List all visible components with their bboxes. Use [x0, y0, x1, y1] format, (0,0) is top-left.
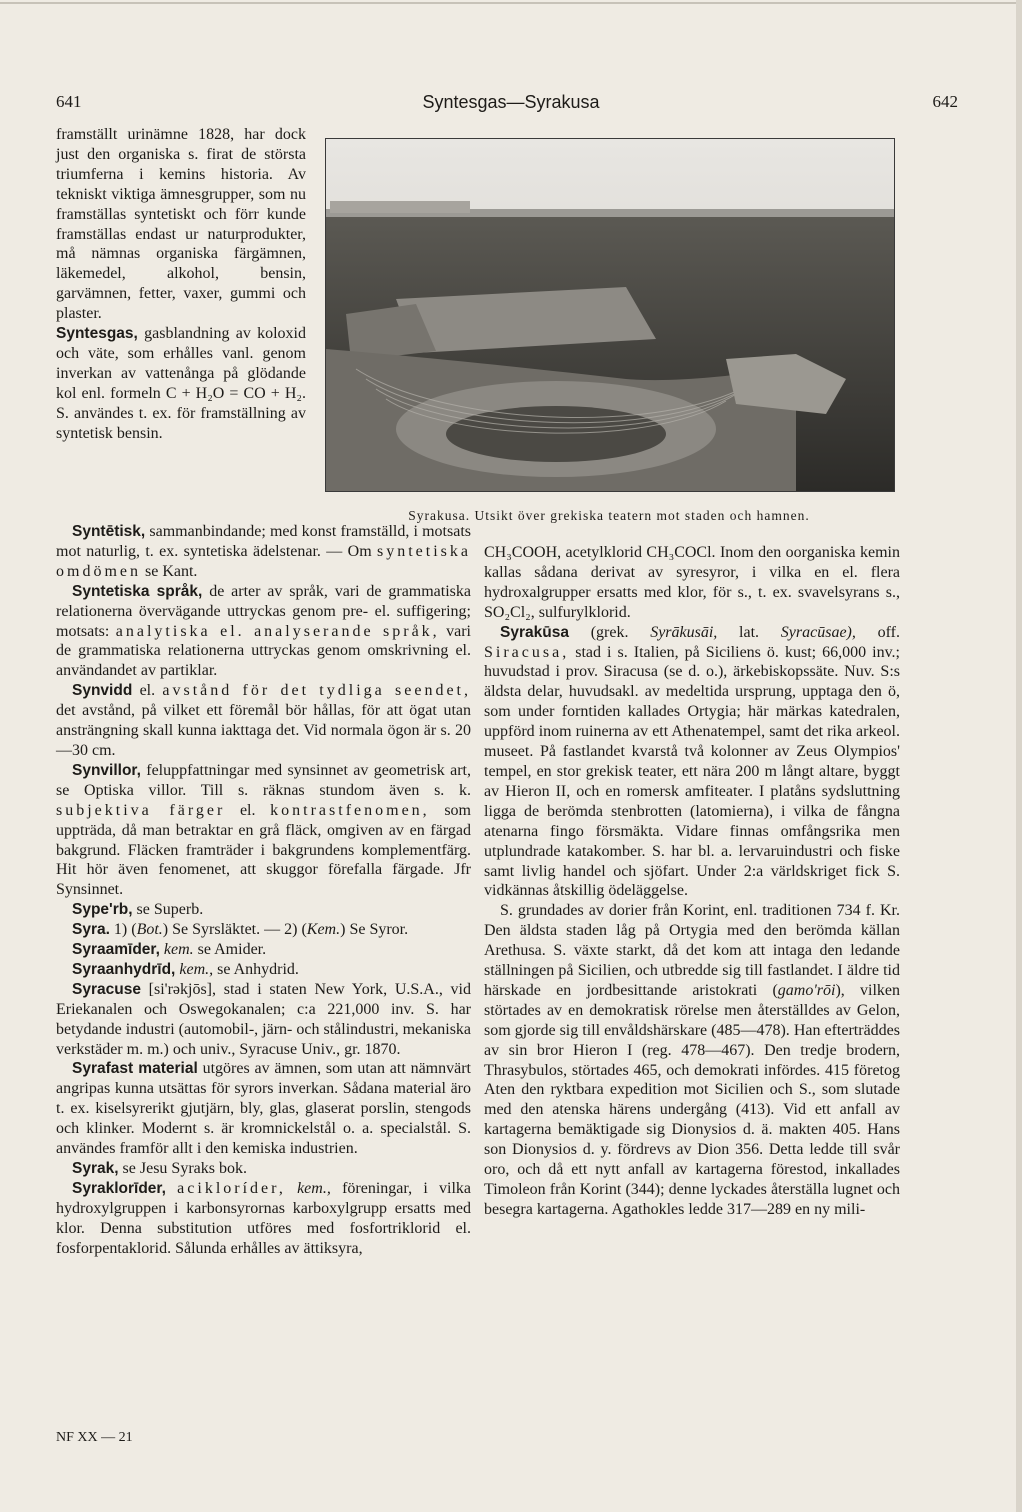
entry-syraanhydrid: Syraanhydrīd, kem., se Anhydrid.: [72, 960, 299, 978]
left-column-top: [56, 125, 306, 444]
entry-syntesgas: Syntesgas, gasblandning av koloxid och väte, som erhålles vanl. genom inverkan av vattenånga på glödande kol enl. formeln C + H₂O = CO + H₂. S. användes t. ex. för framställning av syntetisk bensin.: [56, 325, 306, 442]
entry-syntetiska-sprak: Syntetiska språk, de arter av språk, vari de grammatiska relationerna övervägande uttryckas genom pre- el. suffigering; motsats: analytiska el. analyserande språk, vari de grammatiska relationerna uttryckas genom omskrivning el. användandet av partiklar.: [56, 582, 472, 680]
entry-syperb: Sype'rb, se Superb.: [72, 901, 204, 919]
page-number-right: 642: [932, 92, 958, 111]
page-edge: [1016, 0, 1022, 1512]
right-column: [484, 543, 900, 1220]
entry-syntetisk: Syntētisk, sammanbindande; med konst framställd, i motsats mot naturlig, t. ex. syntetiska ädelstenar. — Om syntetiska omdömen se Kant.: [56, 523, 471, 580]
page-number-left: 641: [56, 92, 82, 111]
syrakusa-history: S. grundades av dorier från Korint, enl. traditionen 734 f. Kr. Den äldsta staden låg på Ortygia med den berömda källan Arethusa. S. växte starkt, då det kom att intaga den ledande ställningen på Sicilien, och utbredde sig till fastlandet. I äldre tid härskade en jordbesittande aristokrati (gamo'rōi), vilken störtades av en demokratisk rörelse men återställdes av Gelon, som gjorde sig till envåldshärskare (485—478). Han efterträddes av sin bror Hieron I (reg. 478—467). Den tredje brodern, Thrasybulos, störtades 465, och demokrati infördes. 415 företog Aten den ryktbara expedition mot Sicilien och S., som slutade med den atenska härens undergång (413). Vid ett anfall av kartagerna bemäktigade sig Dionysios d. ä. makten 405. Hans son Dionysios d. y. fördrevs av Dion 356. Detta ledde till svår oro, och då ett nytt anfall av kartagerna förestod, inkallades Timoleon från Korint (344); denne lyckades återställa lugnet och besegra kartagerna. Agathokles ledde 317—289 en ny mili-: [484, 902, 901, 1218]
entry-syrak: Syrak, se Jesu Syraks bok.: [72, 1160, 247, 1177]
running-head: Syntesgas—Syrakusa: [422, 92, 600, 112]
entry-synvillor: Synvillor, feluppfattningar med synsinnet av geometrisk art, se Optiska villor. Till s. räknas stundom även s. k. subjektiva färger el. kontrastfenomen, som uppträda, då man betraktar en grå fläck, omgiven av en färgad bakgrund. Fläcken framträder i bakgrundens komplementfärg. Hit hör även fenomenet, att skuggor förefalla färgade. Jfr Synsinnet.: [56, 761, 472, 899]
headword: Syntesgas,: [56, 325, 138, 343]
left-column: [56, 522, 471, 1259]
entry-syrafast-material: Syrafast material utgöres av ämnen, som utan att nämnvärt angripas kunna utsättas för syrors inverkan. Sådana material äro t. ex. kiselsyrerikt gjutjärn, bly, glas, glaserat porslin, stengods och klinker. Modernt s. är kromnickelstål o. a. specialstål. S. användes framför allt i den kemiska industrien.: [56, 1060, 472, 1158]
photo-syracuse-theatre: [325, 138, 895, 492]
photo-image: [326, 139, 894, 491]
continuation-paragraph: framställt urinämne 1828, har dock just den organiska s. firat de största triumferna i kemins historia. Av tekniskt viktiga ämnesgrupper, som nu framställas syntetiskt och förr kunde framställas endast ur naturprodukter, må nämnas organiska färgämnen, läkemedel, alkohol, bensin, garvämnen, fetter, vaxer, gummi och plaster.: [56, 126, 306, 323]
entry-syraamider: Syraamīder, kem. se Amider.: [72, 941, 267, 959]
entry-syracuse: Syracuse [si'rəkjōs], stad i staten New York, U.S.A., vid Eriekanalen och Oswegokanalen; c:a 221,000 inv. S. har betydande industri (automobil-, järn- och stålindustri, mekaniska verkstäder m. m.) och univ., Syracuse Univ., gr. 1870.: [56, 980, 472, 1058]
top-edge: [0, 2, 1022, 4]
entry-syrakusa: Syrakūsa (grek. Syrākusāi, lat. Syracūsae), off. Siracusa, stad i s. Italien, på Siciliens ö. kust; 66,000 inv.; huvudstad i prov. Siracusa (se d. o.), ärkebiskopssäte. Nuv. S:s äldsta delar, huvudsakl. av medeltida ursprung, upptaga den ö, som under forntiden kallades Ortygia; här märkas katedralen, uppförd inom ruinerna av ett Athenatempel, samt det rika arkeol. museet. På fastlandet kvarstå två kolonner av Zeus Olympios' tempel, en stor grekisk teater, ett nära 200 m långt altare, byggt av Hieron II, och en romersk amfiteater. I platåns sydsluttning ligga de berömda stenbrotten (latomierna), i vilka de fångna atenarna fingo försmäkta. Vidare finnas omfångsrika men utplundrade katakomber. S. har bl. a. lervaruindustri och fiske samt livlig handel och sjöfart. Under 2:a världskriget fick S. vidkännas åtskillig ödeläggelse.: [484, 623, 900, 900]
photo-caption: Syrakusa. Utsikt över grekiska teatern mot staden och hamnen.: [408, 508, 810, 523]
continuation-syraklorider: CH₃COOH, acetylklorid CH₃COCl. Inom den oorganiska kemin kallas sådana derivat av syresyror, i vilka en el. flera hydroxalgrupper ersatts med klor, för s., t. ex. svavelsyrans s., SO₂Cl₂, sulfurylklorid.: [484, 544, 900, 621]
entry-syra: Syra. 1) (Bot.) Se Syrsläktet. — 2) (Kem.) Se Syror.: [72, 921, 409, 939]
signature-mark: NF XX — 21: [56, 1430, 133, 1445]
entry-syraklorider: Syraklorīder, acikloríder, kem., föreningar, i vilka hydroxylgruppen i karbonsyrornas karboxylgrupp ersatts med klor. Denna substitution utföres med fosfortriklorid el. fosforpentaklorid. Sålunda erhålles av ättiksyra,: [56, 1179, 472, 1257]
entry-synvidd: Synvidd el. avstånd för det tydliga seendet, det avstånd, på vilket ett föremål bör hållas, för att ögat utan ansträngning skall kunna iakttaga det. Vid normala ögon är s. 20—30 cm.: [56, 682, 472, 759]
